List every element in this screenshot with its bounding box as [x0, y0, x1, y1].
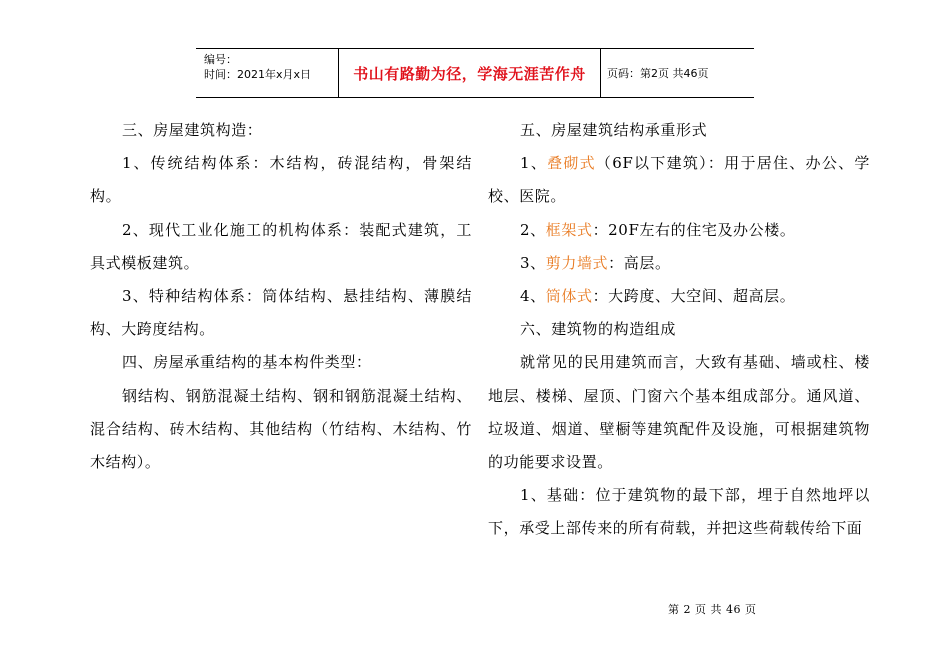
page-footer: 第 2 页 共 46 页	[668, 603, 757, 616]
right-column	[488, 114, 870, 546]
item-number: 4、	[520, 287, 546, 306]
item-number: 1、	[520, 154, 548, 173]
item-number: 2、	[520, 220, 546, 239]
header-motto: 书山有路勤为径，学海无涯苦作舟	[353, 64, 586, 83]
document-header	[196, 48, 754, 98]
paragraph: 1、传统结构体系：木结构，砖混结构，骨架结构。	[90, 154, 472, 206]
header-page-info: 页码：第2页 共46页	[607, 67, 709, 80]
paragraph: 1、基础：位于建筑物的最下部，埋于自然地坪以下，承受上部传来的所有荷载，并把这些荷载传给下面	[488, 486, 870, 538]
item-text: ：20F左右的住宅及办公楼。	[592, 220, 796, 239]
section-heading-components: 四、房屋承重结构的基本构件类型：	[122, 353, 372, 372]
header-motto-cell	[339, 49, 601, 97]
item-text: （6F以下建筑）：用于居住、办公、学校、医院。	[488, 154, 870, 206]
list-item	[488, 214, 870, 247]
paragraph: 钢结构、钢筋混凝土结构、钢和钢筋混凝土结构、混合结构、砖木结构、其他结构（竹结构、木结构、竹木结构）。	[90, 386, 472, 472]
highlighted-term: 筒体式	[545, 287, 593, 306]
highlighted-term: 框架式	[545, 220, 593, 239]
item-number: 3、	[520, 253, 546, 272]
header-meta-cell	[196, 49, 339, 97]
highlighted-term: 叠砌式	[547, 154, 596, 173]
left-column	[90, 114, 472, 479]
paragraph: 3、特种结构体系：筒体结构、悬挂结构、薄膜结构、大跨度结构。	[90, 287, 472, 339]
list-item	[488, 247, 870, 280]
paragraph: 2、现代工业化施工的机构体系：装配式建筑，工具式模板建筑。	[90, 220, 472, 272]
item-text: ：大跨度、大空间、超高层。	[592, 287, 796, 306]
item-text: ：高层。	[608, 253, 671, 272]
highlighted-term: 剪力墙式	[545, 253, 609, 272]
number-label: 编号：	[204, 53, 237, 66]
section-heading-structure: 三、房屋建筑构造：	[122, 121, 263, 139]
paragraph: 就常见的民用建筑而言，大致有基础、墙或柱、楼地层、楼梯、屋顶、门窗六个基本组成部分。通风道、垃圾道、烟道、壁橱等建筑配件及设施，可根据建筑物的功能要求设置。	[488, 353, 870, 472]
date-label: 时间：2021年x月x日	[204, 68, 312, 81]
header-page-cell	[601, 49, 754, 97]
list-item	[488, 147, 870, 213]
section-heading-composition: 六、建筑物的构造组成	[520, 320, 677, 339]
list-item	[488, 280, 870, 313]
section-heading-load-bearing: 五、房屋建筑结构承重形式	[520, 121, 708, 139]
